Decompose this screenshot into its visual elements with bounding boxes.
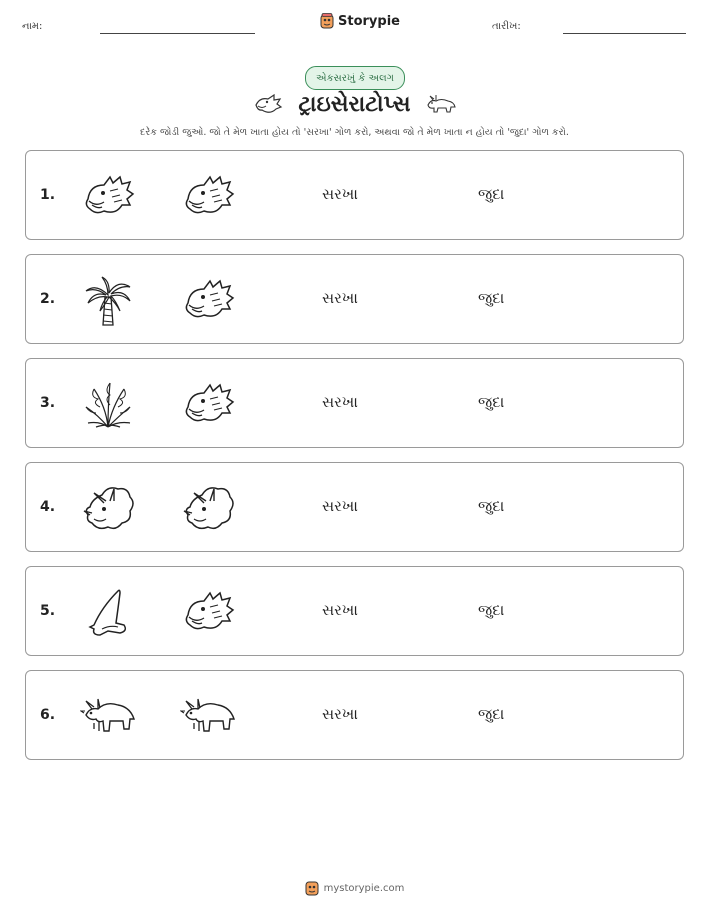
date-line[interactable]: [563, 33, 686, 34]
different-option[interactable]: જુદા: [478, 393, 505, 411]
row-number: 4.: [40, 499, 56, 515]
fern-plant-icon: [80, 377, 136, 431]
different-option[interactable]: જુદા: [478, 289, 505, 307]
activity-badge: એકસરખું કે અલગ: [305, 66, 405, 90]
row-number: 3.: [40, 395, 56, 411]
exercise-list: [25, 150, 684, 774]
triceratops-body-icon: [425, 91, 457, 117]
brand-logo: [320, 13, 400, 29]
palm-tree-icon: [80, 273, 136, 327]
instructions-text: દરેક જોડી જુઓ. જો તે મેળ ખાતા હોય તો 'સરખા' ગોળ કરો, અથવા જો તે મેળ ખાતા ન હોય તો 'જુદા' ગોળ કરો.: [140, 127, 569, 138]
triceratops-body-icon: [80, 689, 136, 743]
title-row: [0, 91, 709, 117]
dino-head-icon: [180, 273, 236, 327]
name-label: નામ:: [22, 21, 43, 32]
different-option[interactable]: જુદા: [478, 185, 505, 203]
brand-name: Storypie: [338, 13, 400, 29]
row-number: 6.: [40, 707, 56, 723]
horn-icon: [80, 585, 136, 639]
row-number: 2.: [40, 291, 56, 307]
row-number: 1.: [40, 187, 56, 203]
footer-url[interactable]: mystorypie.com: [323, 882, 405, 894]
triceratops-head-icon: [80, 481, 136, 535]
exercise-row: [25, 150, 684, 240]
different-option[interactable]: જુદા: [478, 497, 505, 515]
same-option[interactable]: સરખા: [322, 497, 358, 515]
different-option[interactable]: જુદા: [478, 601, 505, 619]
storypie-logo-icon: [320, 13, 334, 29]
triceratops-head-icon: [180, 481, 236, 535]
exercise-row: [25, 358, 684, 448]
storypie-footer-logo-icon: [305, 880, 319, 896]
dino-head-icon: [80, 169, 136, 223]
dino-head-icon: [180, 169, 236, 223]
same-option[interactable]: સરખા: [322, 289, 358, 307]
exercise-row: [25, 462, 684, 552]
same-option[interactable]: સરખા: [322, 601, 358, 619]
page-title: ટ્રાઇસેરાટોપ્સ: [298, 91, 411, 117]
date-label: તારીખ:: [492, 21, 521, 32]
footer: [0, 880, 709, 896]
dino-head-icon: [180, 585, 236, 639]
same-option[interactable]: સરખા: [322, 185, 358, 203]
exercise-row: [25, 566, 684, 656]
dino-head-icon: [180, 377, 236, 431]
exercise-row: [25, 670, 684, 760]
row-number: 5.: [40, 603, 56, 619]
dino-head-icon: [252, 91, 284, 117]
different-option[interactable]: જુદા: [478, 705, 505, 723]
name-line[interactable]: [100, 33, 255, 34]
exercise-row: [25, 254, 684, 344]
triceratops-body-icon: [180, 689, 236, 743]
same-option[interactable]: સરખા: [322, 393, 358, 411]
same-option[interactable]: સરખા: [322, 705, 358, 723]
